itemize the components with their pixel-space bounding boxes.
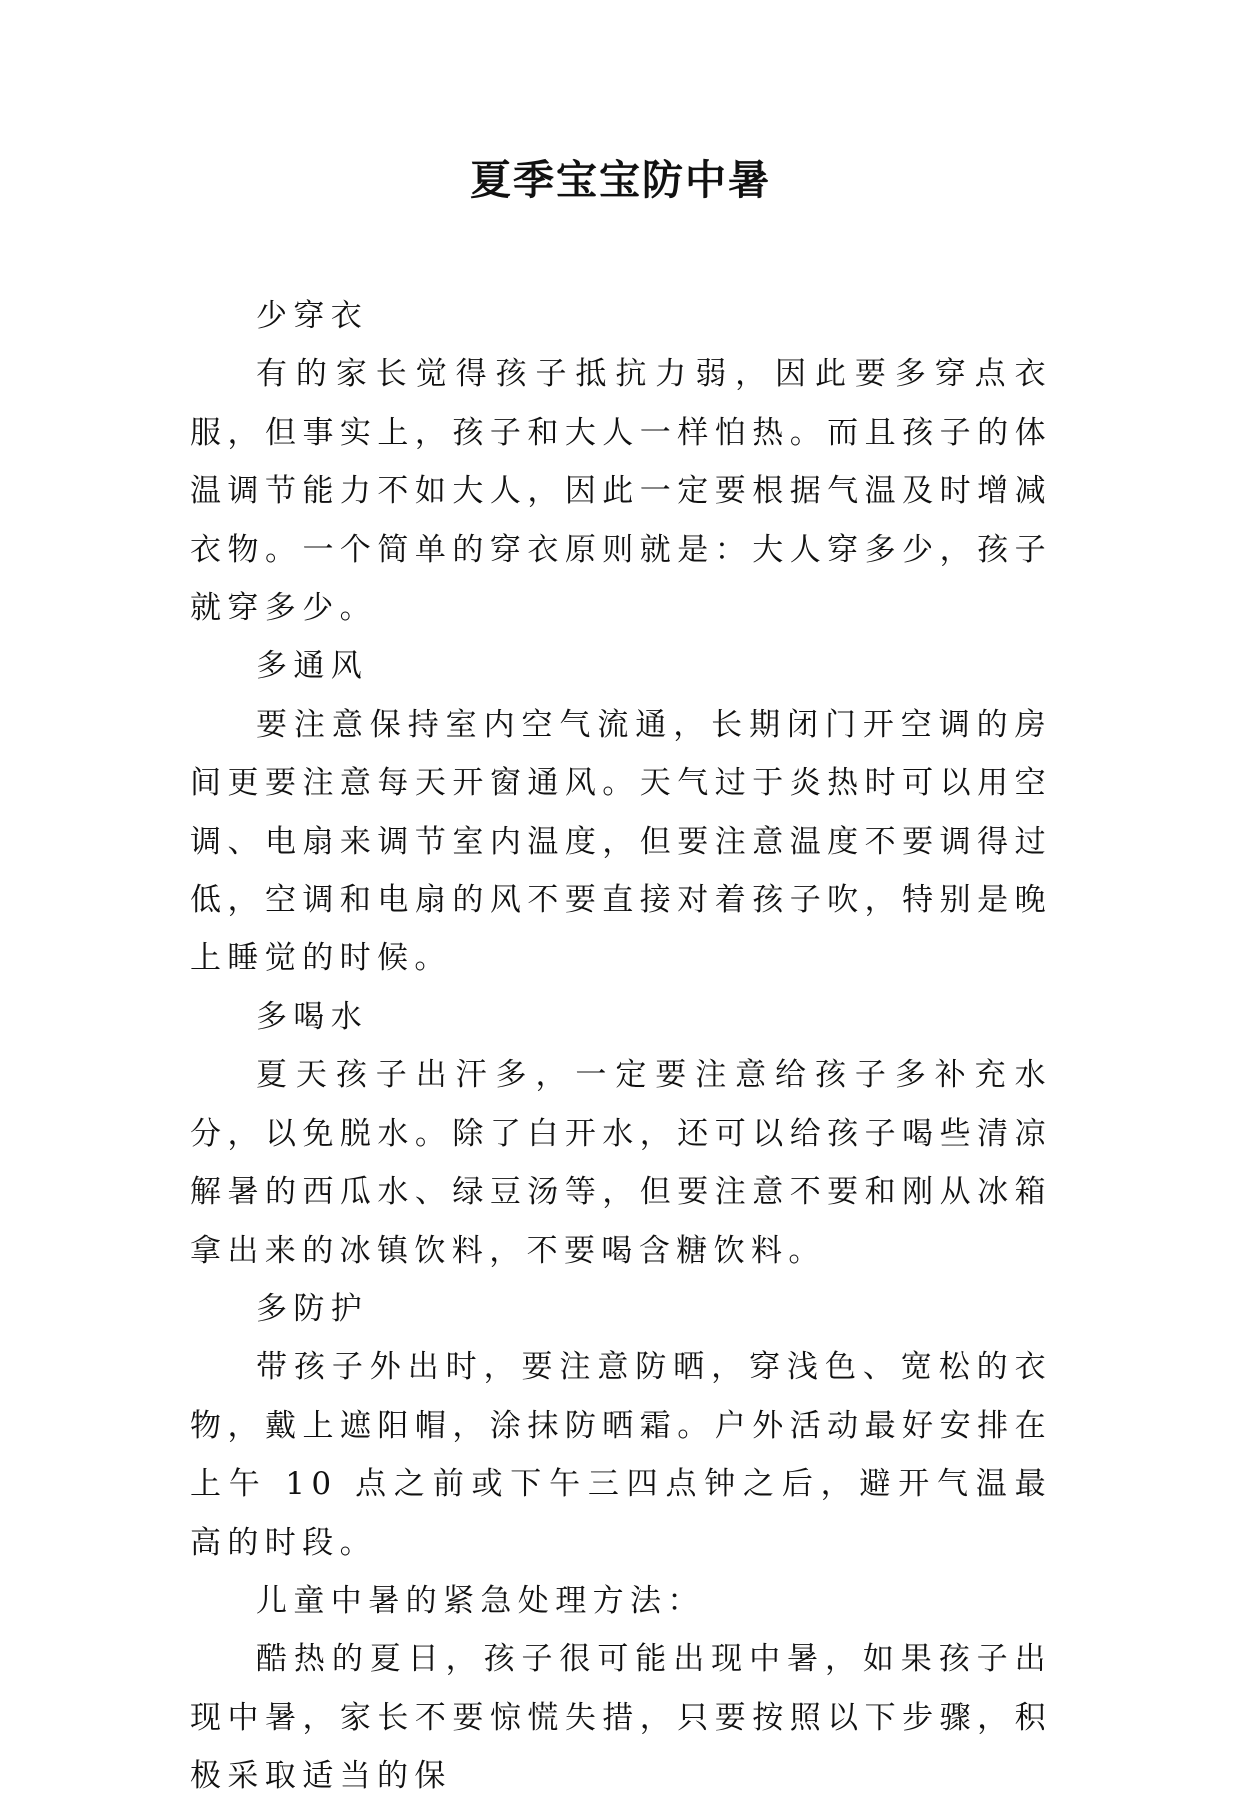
paragraph-emergency: 酷热的夏日，孩子很可能出现中暑，如果孩子出现中暑，家长不要惊慌失措，只要按照以下步骤，积极采取适当的保: [190, 1641, 1052, 1795]
section-heading-emergency: 儿童中暑的紧急处理方法：: [256, 1582, 705, 1619]
paragraph-ventilation: 要注意保持室内空气流通，长期闭门开空调的房间更要注意每天开窗通风。天气过于炎热时可以用空调、电扇来调节室内温度，但要注意温度不要调得过低，空调和电扇的风不要直接对着孩子吹，特别是晚上睡觉的时候。: [190, 706, 1052, 977]
page-title: 夏季宝宝防中暑: [470, 156, 771, 204]
document-body: [190, 287, 1052, 1806]
section-heading-dress-less: 少穿衣: [256, 298, 369, 334]
section-heading-protection: 多防护: [256, 1290, 369, 1327]
section-heading-ventilation: 多通风: [256, 648, 369, 685]
paragraph-drink-water: 夏天孩子出汗多，一定要注意给孩子多补充水分，以免脱水。除了白开水，还可以给孩子喝些清凉解暑的西瓜水、绿豆汤等，但要注意不要和刚从冰箱拿出来的冰镇饮料，不要喝含糖饮料。: [190, 1057, 1052, 1269]
section-heading-drink-water: 多喝水: [256, 998, 369, 1035]
paragraph-dress-less: 有的家长觉得孩子抵抗力弱，因此要多穿点衣服，但事实上，孩子和大人一样怕热。而且孩子的体温调节能力不如大人，因此一定要根据气温及时增减衣物。一个简单的穿衣原则就是：大人穿多少，孩子就穿多少。: [190, 356, 1052, 627]
paragraph-protection: 带孩子外出时，要注意防晒，穿浅色、宽松的衣物，戴上遮阳帽，涂抹防晒霜。户外活动最好安排在上午 10 点之前或下午三四点钟之后，避开气温最高的时段。: [190, 1349, 1052, 1561]
